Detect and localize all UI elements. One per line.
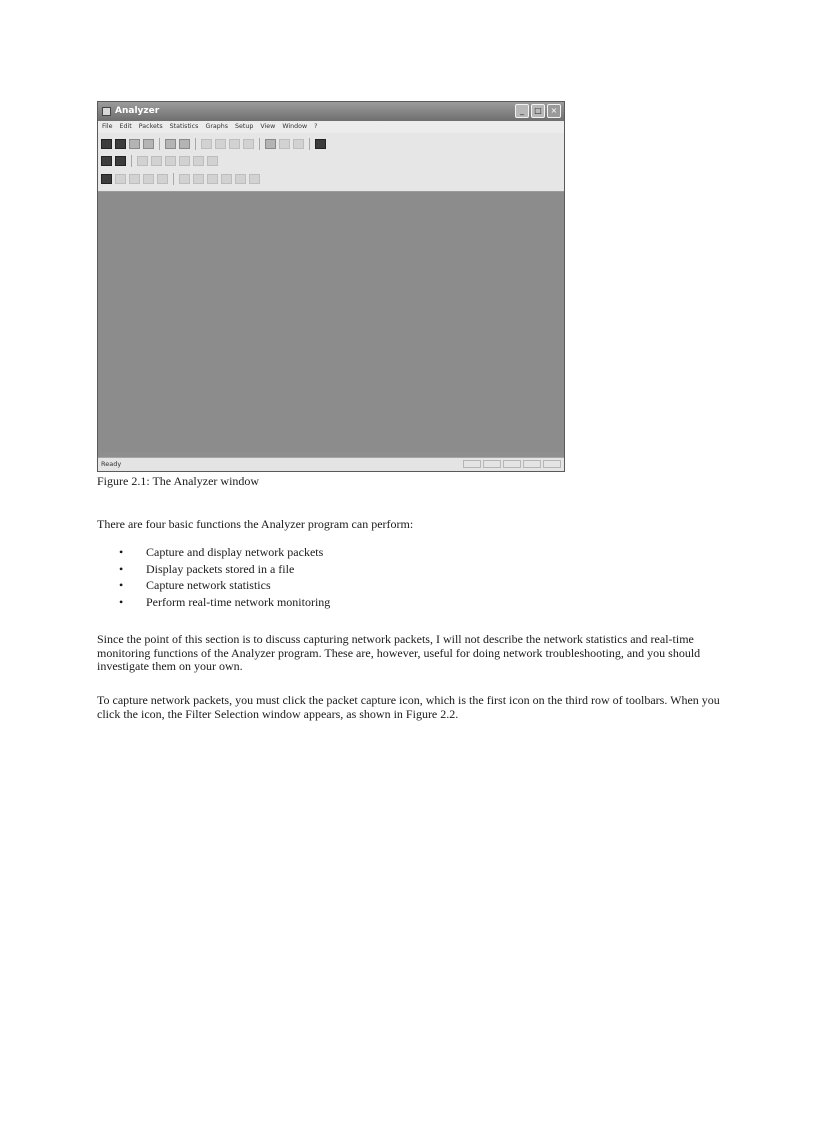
open-icon[interactable]	[101, 139, 112, 149]
status-text: Ready	[101, 460, 122, 468]
cut-icon[interactable]	[201, 139, 212, 149]
print-icon[interactable]	[165, 139, 176, 149]
bullet-icon: •	[119, 594, 124, 609]
menu-bar	[98, 121, 564, 133]
play-icon[interactable]	[165, 156, 176, 166]
paste-icon[interactable]	[229, 139, 240, 149]
window-title-bar	[98, 102, 564, 121]
status-panes	[463, 460, 561, 468]
status-pane	[503, 460, 521, 468]
delete-icon[interactable]	[243, 139, 254, 149]
client-area	[98, 192, 564, 452]
status-bar	[98, 457, 564, 471]
app-icon	[102, 107, 111, 116]
status-pane	[523, 460, 541, 468]
menu-view[interactable]: View	[260, 123, 276, 130]
capture-options-icon[interactable]	[101, 156, 112, 166]
menu-statistics[interactable]: Statistics	[169, 123, 199, 130]
next-packet-icon[interactable]	[143, 174, 154, 184]
stop-icon[interactable]	[179, 156, 190, 166]
window-title: Analyzer	[115, 106, 160, 116]
menu-setup[interactable]: Setup	[235, 123, 254, 130]
analyzer-window-screenshot	[97, 101, 565, 472]
intro-paragraph: There are four basic functions the Analyzer program can perform:	[97, 517, 414, 531]
list-item: • Perform real-time network monitoring	[119, 594, 331, 609]
list-item: • Display packets stored in a file	[119, 561, 295, 576]
status-pane	[543, 460, 561, 468]
toolbar-separator	[309, 138, 310, 150]
find-icon[interactable]	[279, 139, 290, 149]
figure-caption: Figure 2.1: The Analyzer window	[97, 474, 260, 488]
toolbars	[98, 133, 564, 192]
toolbar-row-3	[101, 171, 260, 187]
functions-list	[97, 544, 330, 610]
minimize-button[interactable]: _	[515, 104, 529, 118]
save-as-icon[interactable]	[143, 139, 154, 149]
maximize-button[interactable]: □	[531, 104, 545, 118]
bullet-icon: •	[119, 561, 124, 576]
trigger-icon[interactable]	[193, 156, 204, 166]
list-item: • Capture network statistics	[119, 578, 271, 592]
first-packet-icon[interactable]	[115, 174, 126, 184]
packet-list-icon[interactable]	[115, 156, 126, 166]
sort-icon[interactable]	[235, 174, 246, 184]
record-icon[interactable]	[137, 156, 148, 166]
close-button[interactable]: ×	[547, 104, 561, 118]
previous-packet-icon[interactable]	[129, 174, 140, 184]
toolbar-row-1	[101, 136, 326, 152]
reset-icon[interactable]	[207, 156, 218, 166]
body-paragraph-2: Since the point of this section is to discuss capturing network packets, I will not describe the network statistics and real-time monitoring functions of the Analyzer program. These are, however, useful for doing network troubleshooting, and you should investigate them on your own.	[97, 632, 701, 673]
toolbar-separator	[159, 138, 160, 150]
pause-icon[interactable]	[151, 156, 162, 166]
last-packet-icon[interactable]	[157, 174, 168, 184]
packet-capture-icon[interactable]	[101, 174, 112, 184]
toolbar-row-2	[101, 153, 218, 169]
menu-edit[interactable]: Edit	[119, 123, 132, 130]
body-paragraph-3: To capture network packets, you must click the packet capture icon, which is the first icon on the third row of toolbars. When you click the icon, the Filter Selection window appears, as shown in Figure 2.2.	[97, 693, 720, 721]
goto-icon[interactable]	[293, 139, 304, 149]
menu-graphs[interactable]: Graphs	[205, 123, 229, 130]
bullet-icon: •	[119, 545, 124, 559]
save-icon[interactable]	[129, 139, 140, 149]
status-pane	[483, 460, 501, 468]
print-preview-icon[interactable]	[179, 139, 190, 149]
menu-help[interactable]: ?	[314, 123, 318, 130]
time-icon[interactable]	[249, 174, 260, 184]
list-item: • Capture and display network packets	[119, 545, 324, 559]
copy-icon[interactable]	[215, 139, 226, 149]
bullet-icon: •	[119, 578, 124, 592]
menu-window[interactable]: Window	[282, 123, 308, 130]
hex-view-icon[interactable]	[221, 174, 232, 184]
toolbar-separator	[173, 173, 174, 185]
filter-icon[interactable]	[193, 174, 204, 184]
decode-icon[interactable]	[207, 174, 218, 184]
view-grid-icon[interactable]	[179, 174, 190, 184]
properties-icon[interactable]	[265, 139, 276, 149]
toolbar-separator	[131, 155, 132, 167]
menu-file[interactable]: File	[102, 123, 113, 130]
window-controls	[515, 104, 561, 119]
toolbar-separator	[259, 138, 260, 150]
toolbar-separator	[195, 138, 196, 150]
status-pane	[463, 460, 481, 468]
help-icon[interactable]	[315, 139, 326, 149]
open-capture-icon[interactable]	[115, 139, 126, 149]
menu-packets[interactable]: Packets	[138, 123, 163, 130]
